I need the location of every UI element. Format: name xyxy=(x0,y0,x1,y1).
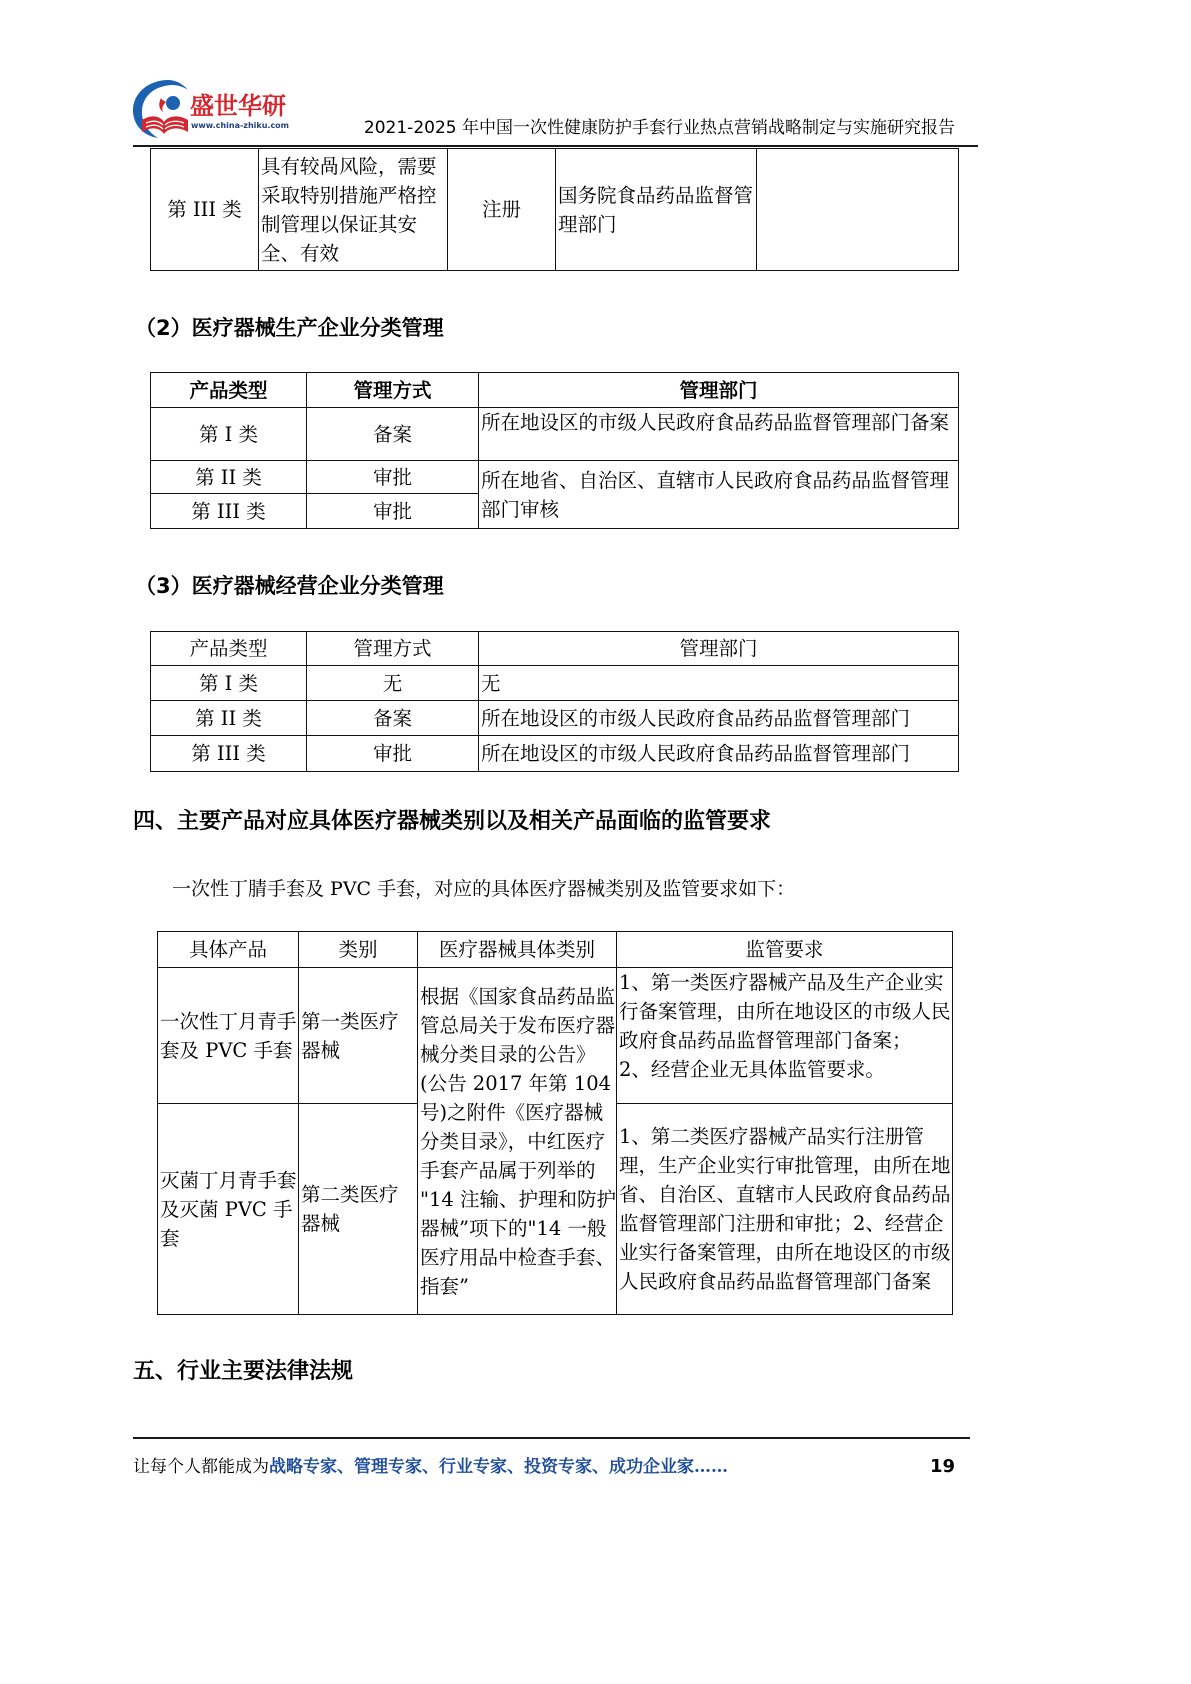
cell-authority xyxy=(479,408,959,461)
product-regulation-table xyxy=(157,931,953,1315)
cell-management-mode: 备案 xyxy=(307,408,479,461)
cell-text-line: 指套” xyxy=(420,1274,469,1298)
cell-text-line: 具有较咼风险，需要 xyxy=(261,154,437,178)
column-header: 监管要求 xyxy=(617,932,953,968)
cell-management-mode: 备案 xyxy=(307,701,479,736)
logo-mark-icon xyxy=(128,76,192,140)
cell-management-mode: 无 xyxy=(307,666,479,701)
cell-product-type: 第 I 类 xyxy=(151,666,307,701)
cell-authority xyxy=(479,461,959,529)
cell-text-line: 1、第二类医疗器械产品实行注册管 xyxy=(619,1125,924,1148)
column-header: 类别 xyxy=(299,932,418,968)
cell-text-line: 套 xyxy=(160,1226,180,1250)
cell-text-line: 械分类目录的公告》 xyxy=(420,1042,596,1066)
cell-product-type: 第 I 类 xyxy=(151,408,307,461)
cell-product-type: 第 II 类 xyxy=(151,461,307,494)
logo xyxy=(128,74,298,140)
column-header: 医疗器械具体类别 xyxy=(418,932,617,968)
column-header: 产品类型 xyxy=(151,373,307,408)
column-header: 管理部门 xyxy=(479,632,959,666)
cell-text-line: 部门审核 xyxy=(481,497,560,521)
cell-text-line: 制管理以保证其安 xyxy=(261,212,418,236)
cell-management-mode: 注册 xyxy=(448,149,556,271)
cell-text-line: 人民政府食品药品监督管理部门备案 xyxy=(619,1270,932,1293)
cell-product-type: 第 III 类 xyxy=(151,736,307,772)
cell-text-line: "14 注输、护理和防护 xyxy=(420,1187,616,1211)
cell-text-line: 一次性丁月青手 xyxy=(160,1009,297,1033)
column-header: 管理部门 xyxy=(479,373,959,408)
cell-text-line: 手套产品属于列举的 xyxy=(420,1158,596,1182)
cell-text-line: 套及 PVC 手套 xyxy=(160,1038,293,1062)
column-header: 产品类型 xyxy=(151,632,307,666)
cell-text-line: 第二类医疗 xyxy=(301,1183,399,1206)
cell-product xyxy=(158,968,299,1104)
table-row xyxy=(151,666,959,701)
cell-text-line: 及灭菌 PVC 手 xyxy=(160,1197,293,1221)
section-heading-four: 四、主要产品对应具体医疗器械类别以及相关产品面临的监管要求 xyxy=(133,809,772,834)
cell-text-line: 行备案管理，由所在地设区的市级人民 xyxy=(619,1000,951,1023)
cell-text-line: 1、第一类医疗器械产品及生产企业实 xyxy=(619,971,944,994)
cell-management-mode: 审批 xyxy=(307,461,479,494)
cell-device-classification xyxy=(418,968,617,1315)
column-header: 管理方式 xyxy=(307,632,479,666)
cell-text-line: 业实行备案管理，由所在地设区的市级 xyxy=(619,1241,951,1264)
logo-name: 盛世华研 xyxy=(190,92,286,120)
cell-text-line: 所在地设区的市级人民政府食品药品监督管理部门备案 xyxy=(481,411,950,434)
section-heading-production: （2）医疗器械生产企业分类管理 xyxy=(135,316,444,340)
cell-text-line: 器械 xyxy=(301,1038,341,1062)
footer-slogan-prefix: 让每个人都能成为 xyxy=(133,1457,269,1477)
cell-text-line: 采取特别措施严格控 xyxy=(261,183,437,207)
cell-authority: 无 xyxy=(479,666,959,701)
footer-slogan xyxy=(133,1455,728,1479)
cell-text-line: 全、有效 xyxy=(261,241,340,265)
cell-requirements xyxy=(617,1104,953,1315)
section-four-intro: 一次性丁腈手套及 PVC 手套，对应的具体医疗器械类别及监管要求如下： xyxy=(172,878,796,900)
cell-text-line: 省、自治区、直辖市人民政府食品药品 xyxy=(619,1183,951,1206)
operation-enterprise-table xyxy=(150,631,959,772)
table-header-row xyxy=(151,632,959,666)
cell-text-line: 2、经营企业无具体监管要求。 xyxy=(619,1058,885,1081)
cell-text-line: 政府食品药品监督管理部门备案； xyxy=(619,1029,912,1052)
column-header: 管理方式 xyxy=(307,373,479,408)
table-row xyxy=(151,408,959,461)
page-number: 19 xyxy=(929,1456,955,1477)
cell-text-line: 监督管理部门注册和审批；2、经营企 xyxy=(619,1212,944,1235)
cell-risk-description xyxy=(259,149,448,271)
cell-text-line: 分类目录》，中红医疗 xyxy=(420,1129,606,1153)
cell-product-type: 第 III 类 xyxy=(151,494,307,529)
logo-ball xyxy=(166,96,180,110)
cell-authority xyxy=(556,149,757,271)
cell-text-line: 理，生产企业实行审批管理，由所在地 xyxy=(619,1154,951,1177)
cell-text-line: 第一类医疗 xyxy=(301,1009,399,1033)
footer-slogan-highlight: 战略专家、管理专家、行业专家、投资专家、成功企业家…… xyxy=(269,1457,728,1477)
table-header-row xyxy=(158,932,953,968)
production-enterprise-table xyxy=(150,372,959,529)
cell-product xyxy=(158,1104,299,1315)
logo-flame xyxy=(159,98,166,112)
cell-management-mode: 审批 xyxy=(307,494,479,529)
table-row xyxy=(151,736,959,772)
header-rule xyxy=(133,145,978,147)
classification-table-continued xyxy=(150,148,959,271)
cell-text-line: 根据《国家食品药品监 xyxy=(420,984,616,1008)
cell-authority: 所在地设区的市级人民政府食品药品监督管理部门 xyxy=(479,701,959,736)
logo-url: www.china-zhiku.com xyxy=(191,121,290,130)
cell-device-class: 第 III 类 xyxy=(151,149,259,271)
cell-text-line: 所在地省、自治区、直辖市人民政府食品药品监督管理 xyxy=(481,468,950,492)
footer-rule xyxy=(133,1437,970,1439)
table-row xyxy=(151,701,959,736)
cell-text-line: 器械”项下的"14 一般 xyxy=(420,1216,607,1240)
table-row xyxy=(151,461,959,494)
cell-text-line: 管总局关于发布医疗器 xyxy=(420,1013,616,1037)
cell-product-type: 第 II 类 xyxy=(151,701,307,736)
cell-management-mode: 审批 xyxy=(307,736,479,772)
cell-text-line: 理部门 xyxy=(558,212,617,236)
report-title: 2021-2025 年中国一次性健康防护手套行业热点营销战略制定与实施研究报告 xyxy=(363,118,955,138)
cell-requirements xyxy=(617,968,953,1104)
cell-authority: 所在地设区的市级人民政府食品药品监督管理部门 xyxy=(479,736,959,772)
cell-text-line: (公告 2017 年第 104 xyxy=(420,1071,612,1095)
table-row xyxy=(151,149,959,271)
cell-text-line: 器械 xyxy=(301,1212,341,1235)
column-header: 具体产品 xyxy=(158,932,299,968)
cell-text-line: 医疗用品中检查手套、 xyxy=(420,1245,616,1269)
cell-text-line: 国务院食品药品监督管 xyxy=(558,183,754,207)
cell-empty xyxy=(757,149,959,271)
table-row xyxy=(158,968,953,1104)
section-heading-operation: （3）医疗器械经营企业分类管理 xyxy=(135,574,444,598)
cell-category xyxy=(299,1104,418,1315)
cell-category xyxy=(299,968,418,1104)
cell-text-line: 号)之附件《医疗器械 xyxy=(420,1100,604,1124)
table-header-row xyxy=(151,373,959,408)
cell-text-line: 灭菌丁月青手套 xyxy=(160,1168,297,1192)
section-heading-five: 五、行业主要法律法规 xyxy=(133,1359,354,1384)
